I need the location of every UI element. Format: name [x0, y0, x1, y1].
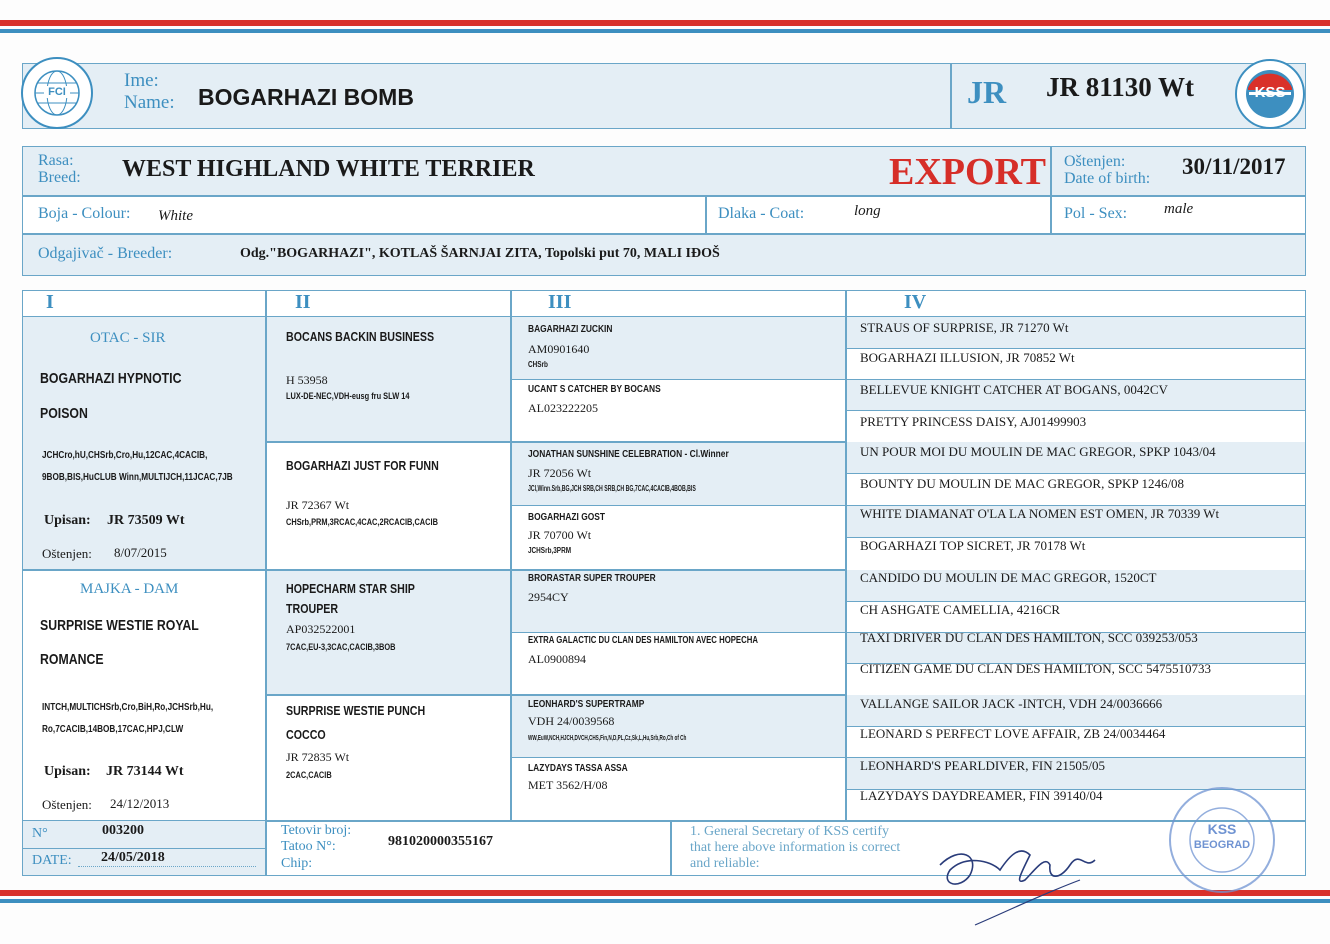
gen4-1: STRAUS OF SURPRISE, JR 71270 Wt — [860, 320, 1069, 335]
top-blue-stripe — [0, 29, 1330, 33]
breed-label-2: Breed: — [38, 169, 81, 186]
gen3-1-titles: CHSrb — [528, 360, 548, 369]
dam-dob-label: Oštenjen: — [42, 797, 92, 812]
gen2-3-name-1: HOPECHARM STAR SHIP — [286, 581, 415, 596]
gen2-3-titles: 7CAC,EU-3,3CAC,CACIB,3BOB — [286, 642, 396, 653]
gen3-1-name: BAGARHAZI ZUCKIN — [528, 323, 613, 335]
gen3-3-titles: JCl,Winn.Srb,BG,JCH SRB,CH SRB,CH BG,7CAC,4CACIB,4BOB,BIS — [528, 484, 696, 493]
gen3-4-name: BOGARHAZI GOST — [528, 511, 605, 523]
dam-cell — [23, 570, 265, 820]
dob-label-2: Date of birth: — [1064, 170, 1151, 187]
sire-dam-line — [22, 569, 846, 571]
breed-label-1: Rasa: — [38, 152, 74, 169]
gen2-3-reg: AP032522001 — [286, 622, 356, 636]
details-divider-1 — [705, 196, 707, 234]
tattoo-label-3: Chip: — [281, 856, 313, 871]
gen3-6-reg: AL0900894 — [528, 652, 586, 666]
sex-label: Pol - Sex: — [1064, 205, 1128, 222]
dob-value: 30/11/2017 — [1182, 154, 1286, 179]
date-value: 24/05/2018 — [101, 850, 165, 865]
gen3-7-reg: VDH 24/0039568 — [528, 714, 615, 728]
gen2-2-titles: CHSrb,PRM,3RCAC,4CAC,2RCACIB,CACIB — [286, 517, 438, 528]
gen3-3-name: JONATHAN SUNSHINE CELEBRATION - Cl.Winner — [528, 448, 729, 460]
gen4-11: TAXI DRIVER DU CLAN DES HAMILTON, SCC 039253/053 — [860, 630, 1198, 645]
stamp-center-1: KSS — [1207, 821, 1237, 837]
sire-dob-label: Oštenjen: — [42, 546, 92, 561]
number-label: N° — [32, 826, 48, 841]
gen4-9: CANDIDO DU MOULIN DE MAC GREGOR, 1520CT — [860, 570, 1157, 585]
name-label-1: Ime: — [124, 70, 159, 91]
dam-reg-label: Upisan: — [44, 764, 91, 779]
gen4-4: PRETTY PRINCESS DAISY, AJ01499903 — [860, 414, 1087, 429]
gen3-5-name: BRORASTAR SUPER TROUPER — [528, 572, 656, 584]
gen3-7-titles: WW,EuW,NCH,HJCH,DVCH,CHS,Fin,N,D,PL,Cz,Sk,L,Hu,Srb,Ro,Ch of Ch — [528, 733, 687, 742]
col-line-3 — [845, 290, 847, 820]
kss-stamp — [1166, 784, 1278, 896]
gen4-6: BOUNTY DU MOULIN DE MAC GREGOR, SPKP 1246/08 — [860, 476, 1185, 491]
dam-role: MAJKA - DAM — [80, 581, 179, 597]
gen3-5-reg: 2954CY — [528, 590, 569, 604]
details-divider-2 — [1050, 196, 1052, 234]
gen3-8-reg: MET 3562/H/08 — [528, 778, 608, 792]
coat-value: long — [854, 203, 881, 219]
gen4-3: BELLEVUE KNIGHT CATCHER AT BOGANS, 0042CV — [860, 382, 1168, 397]
breed-value: WEST HIGHLAND WHITE TERRIER — [122, 156, 535, 182]
sire-titles-2: 9BOB,BIS,HuCLUB Winn,MULTIJCH,11JCAC,7JB — [42, 472, 233, 483]
gen4-7: WHITE DIAMANAT O'LA LA NOMEN EST OMEN, JR 70339 Wt — [860, 506, 1220, 521]
export-label: EXPORT — [889, 151, 1047, 193]
gen2-1-titles: LUX-DE-NEC,VDH-eusg fru SLW 14 — [286, 391, 410, 402]
dam-name-1: SURPRISE WESTIE ROYAL — [40, 617, 199, 634]
breed-divider — [1050, 146, 1052, 196]
footer-divider-2 — [670, 820, 672, 876]
breeder-label: Odgajivač - Breeder: — [38, 245, 173, 262]
gen3-2-name: UCANT S CATCHER BY BOCANS — [528, 383, 661, 395]
fci-logo-text: FCI — [44, 86, 70, 98]
g2-line-2 — [265, 694, 846, 696]
signature — [920, 825, 1160, 935]
gen3-8-name: LAZYDAYS TASSA ASSA — [528, 762, 628, 774]
certify-line-3: and reliable: — [690, 856, 760, 871]
sire-cell — [23, 317, 265, 569]
g2-line-1 — [265, 441, 846, 443]
gen4-12: CITIZEN GAME DU CLAN DES HAMILTON, SCC 5475510733 — [860, 661, 1212, 676]
sire-titles-1: JCHCro,hU,CHSrb,Cro,Hu,12CAC,4CACIB, — [42, 450, 208, 461]
gen2-2-name-1: BOGARHAZI JUST FOR FUNN — [286, 458, 439, 473]
gen3-6-name: EXTRA GALACTIC DU CLAN DES HAMILTON AVEC HOPECHA — [528, 634, 758, 646]
registration-number: JR 81130 Wt — [1046, 72, 1195, 102]
dam-reg-value: JR 73144 Wt — [106, 764, 184, 779]
sire-dob-value: 8/07/2015 — [114, 545, 167, 560]
gen3-7-name: LEONHARD'S SUPERTRAMP — [528, 698, 645, 710]
col-header-1: I — [46, 291, 54, 313]
stamp-center-2: BEOGRAD — [1193, 839, 1251, 851]
certify-line-1: 1. General Secretary of KSS certify — [690, 824, 890, 839]
gen2-1-reg: H 53958 — [286, 373, 328, 387]
sire-name-1: BOGARHAZI HYPNOTIC — [40, 370, 182, 387]
col-header-2: II — [295, 291, 311, 313]
gen2-2-reg: JR 72367 Wt — [286, 498, 350, 512]
col-header-4: IV — [904, 291, 927, 313]
gen4-14: LEONARD S PERFECT LOVE AFFAIR, ZB 24/0034464 — [860, 726, 1166, 741]
gen2-4-name-1: SURPRISE WESTIE PUNCH — [286, 703, 426, 718]
colour-label: Boja - Colour: — [38, 205, 131, 222]
dob-label-1: Oštenjen: — [1064, 153, 1126, 170]
gen2-1-name-1: BOCANS BACKIN BUSINESS — [286, 329, 435, 344]
gen2-4-reg: JR 72835 Wt — [286, 750, 350, 764]
tattoo-value: 981020000355167 — [388, 834, 493, 849]
gen2-4-titles: 2CAC,CACIB — [286, 770, 332, 781]
header-divider — [950, 63, 952, 129]
name-label-2: Name: — [124, 92, 175, 113]
col-header-3: III — [548, 291, 572, 313]
gen3-2-reg: AL023222205 — [528, 401, 598, 415]
g4-line-2 — [845, 410, 1306, 411]
fci-logo — [20, 56, 94, 130]
gen3-4-titles: JCHSrb,3PRM — [528, 546, 572, 555]
sex-value: male — [1164, 201, 1194, 217]
gen4-5: UN POUR MOI DU MOULIN DE MAC GREGOR, SPKP 1043/04 — [860, 444, 1216, 459]
g3-line-1 — [510, 379, 1306, 380]
gen3-4-reg: JR 70700 Wt — [528, 528, 592, 542]
sire-reg-value: JR 73509 Wt — [107, 513, 185, 528]
g4-line-3 — [845, 473, 1306, 474]
gen4-15: LEONHARD'S PEARLDIVER, FIN 21505/05 — [860, 758, 1106, 773]
col-line-1 — [265, 290, 267, 876]
tattoo-label-1: Tetovir broj: — [281, 823, 352, 838]
tattoo-label-2: Tatoo N°: — [281, 839, 336, 854]
date-label: DATE: — [32, 853, 72, 868]
g4-line-1 — [845, 348, 1306, 349]
sire-name-2: POISON — [40, 405, 88, 422]
dam-titles-1: INTCH,MULTICHSrb,Cro,BiH,Ro,JCHSrb,Hu, — [42, 702, 214, 713]
sire-reg-label: Upisan: — [44, 513, 91, 528]
breeder-value: Odg."BOGARHAZI", KOTLAŠ ŠARNJAI ZITA, Topolski put 70, MALI IĐOŠ — [240, 246, 720, 261]
gen2-3-name-2: TROUPER — [286, 601, 339, 616]
sire-role: OTAC - SIR — [90, 330, 166, 346]
gen4-8: BOGARHAZI TOP SICRET, JR 70178 Wt — [860, 538, 1086, 553]
colour-value: White — [158, 208, 193, 224]
gen4-10: CH ASHGATE CAMELLIA, 4216CR — [860, 602, 1061, 617]
coat-label: Dlaka - Coat: — [718, 205, 805, 222]
reg-prefix: JR — [967, 74, 1007, 110]
gen2-4-name-2: COCCO — [286, 727, 326, 742]
date-dotted-line — [78, 866, 256, 867]
number-value: 003200 — [102, 823, 144, 838]
dog-name: BOGARHAZI BOMB — [198, 84, 414, 110]
gen4-2: BOGARHAZI ILLUSION, JR 70852 Wt — [860, 350, 1075, 365]
gen3-1-reg: AM0901640 — [528, 342, 590, 356]
dam-titles-2: Ro,7CACIB,14BOB,17CAC,HPJ,CLW — [42, 724, 184, 735]
top-red-stripe — [0, 20, 1330, 26]
kss-logo-text: KSS — [1254, 84, 1286, 101]
gen3-3-reg: JR 72056 Wt — [528, 466, 592, 480]
gen4-13: VALLANGE SAILOR JACK -INTCH, VDH 24/0036666 — [860, 696, 1163, 711]
certify-line-2: that here above information is correct — [690, 840, 901, 855]
footer-mid-line — [22, 848, 266, 849]
col-line-2 — [510, 290, 512, 820]
kss-logo — [1234, 58, 1306, 130]
dam-name-2: ROMANCE — [40, 651, 104, 668]
gen4-16: LAZYDAYS DAYDREAMER, FIN 39140/04 — [860, 788, 1103, 803]
dam-dob-value: 24/12/2013 — [110, 796, 170, 811]
